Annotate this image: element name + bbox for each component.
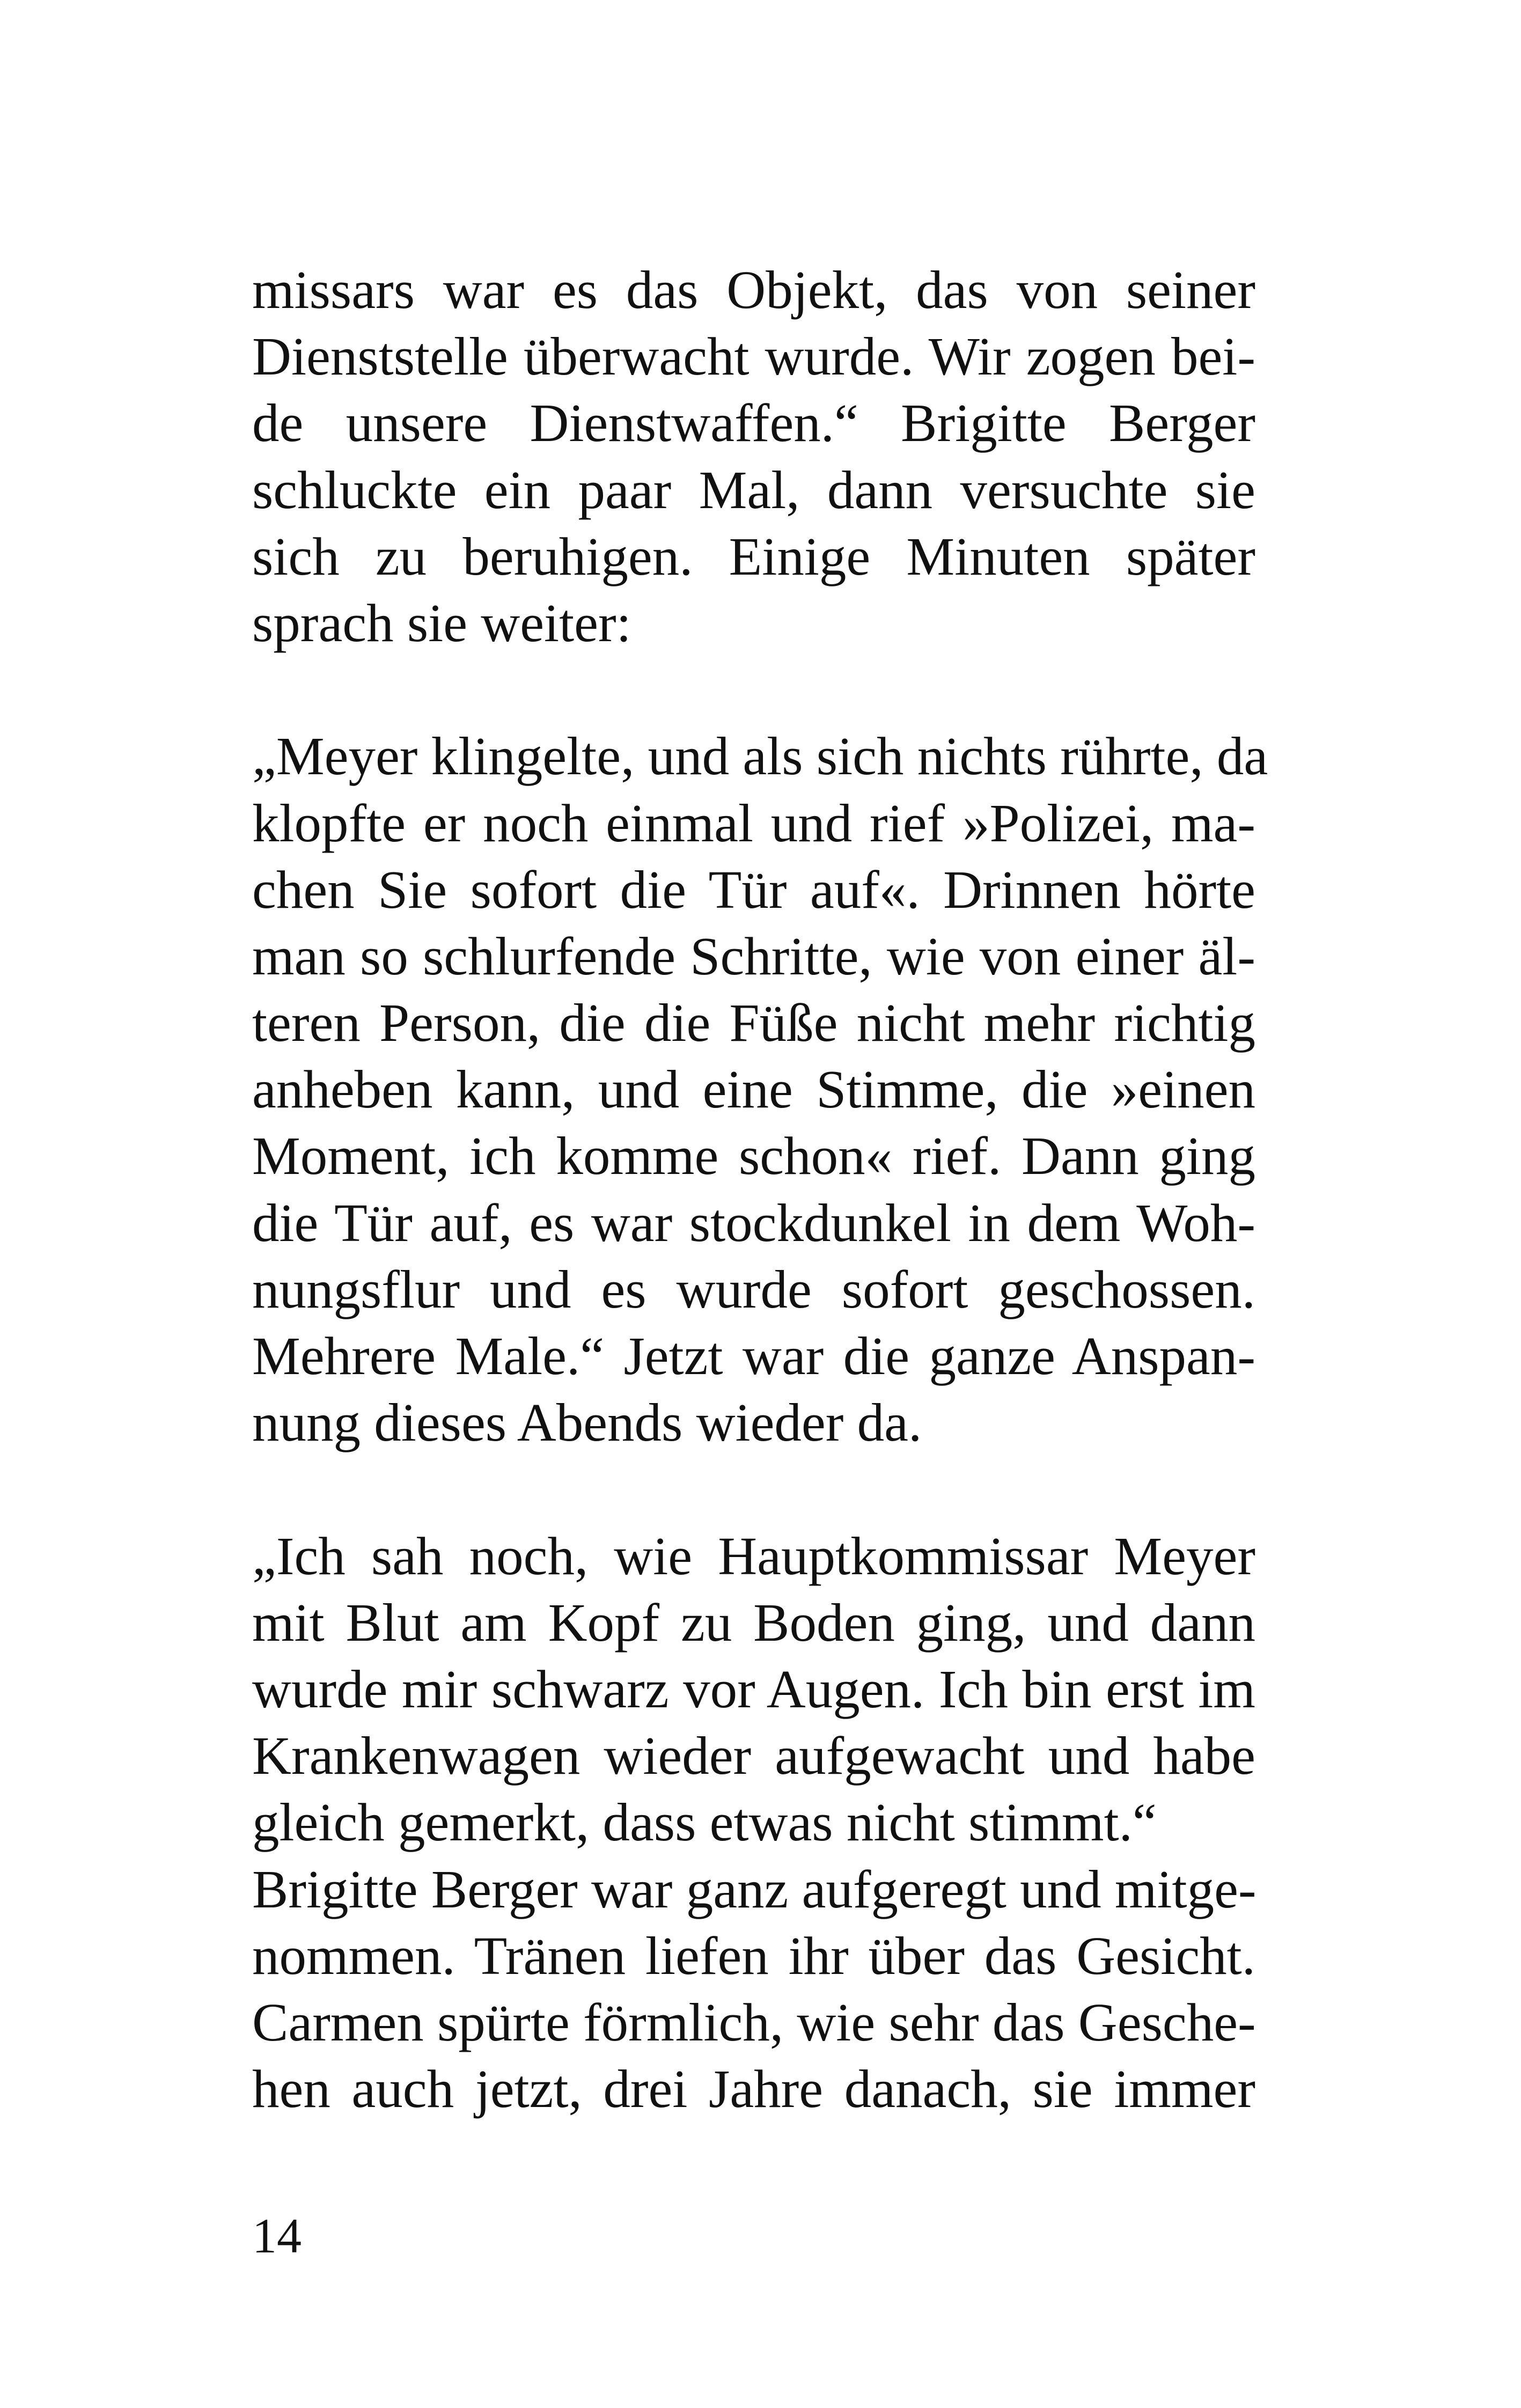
text-line: schluckte ein paar Mal, dann versuchte sie [252, 459, 1255, 520]
body-text [252, 256, 1268, 2122]
paragraph-gap [252, 656, 1255, 723]
text-line: „Meyer klingelte, und als sich nichts rührte, da [252, 726, 1268, 787]
text-line: nung dieses Abends wieder da. [252, 1392, 922, 1453]
text-line: anheben kann, und eine Stimme, die »einen [252, 1059, 1255, 1120]
text-line: hen auch jetzt, drei Jahre danach, sie immer [252, 2059, 1255, 2119]
text-line: die Tür auf, es war stockdunkel in dem Woh- [252, 1192, 1255, 1253]
text-line: wurde mir schwarz vor Augen. Ich bin erst im [252, 1658, 1255, 1719]
text-line: Dienststelle überwacht wurde. Wir zogen bei- [252, 326, 1255, 387]
text-line: „Ich sah noch, wie Hauptkommissar Meyer [252, 1525, 1255, 1586]
text-line: Carmen spürte förmlich, wie sehr das Gesche- [252, 1992, 1256, 2052]
text-line: Moment, ich komme schon« rief. Dann ging [252, 1126, 1255, 1186]
text-line: nommen. Tränen liefen ihr über das Gesicht. [252, 1925, 1255, 1986]
text-line: klopfte er noch einmal und rief »Polizei, ma- [252, 792, 1255, 853]
text-line: mit Blut am Kopf zu Boden ging, und dann [252, 1592, 1255, 1653]
text-line: nungsflur und es wurde sofort geschossen. [252, 1259, 1255, 1319]
text-line: Krankenwagen wieder aufgewacht und habe [252, 1726, 1255, 1786]
page-number: 14 [252, 2208, 302, 2263]
paragraph-gap [252, 1456, 1255, 1522]
text-line: de unsere Dienstwaffen.“ Brigitte Berger [252, 393, 1255, 453]
text-line: Brigitte Berger war ganz aufgeregt und mitge- [252, 1859, 1257, 1919]
text-line: Mehrere Male.“ Jetzt war die ganze Anspan- [252, 1326, 1255, 1386]
text-line: sich zu beruhigen. Einige Minuten später [252, 526, 1255, 586]
text-line: man so schlurfende Schritte, wie von einer äl- [252, 926, 1255, 986]
text-line: teren Person, die die Füße nicht mehr richtig [252, 993, 1255, 1053]
text-line: chen Sie sofort die Tür auf«. Drinnen hörte [252, 859, 1255, 920]
text-line: missars war es das Objekt, das von seiner [252, 260, 1255, 320]
text-line: sprach sie weiter: [252, 592, 631, 653]
text-line: gleich gemerkt, dass etwas nicht stimmt.“ [252, 1792, 1157, 1853]
